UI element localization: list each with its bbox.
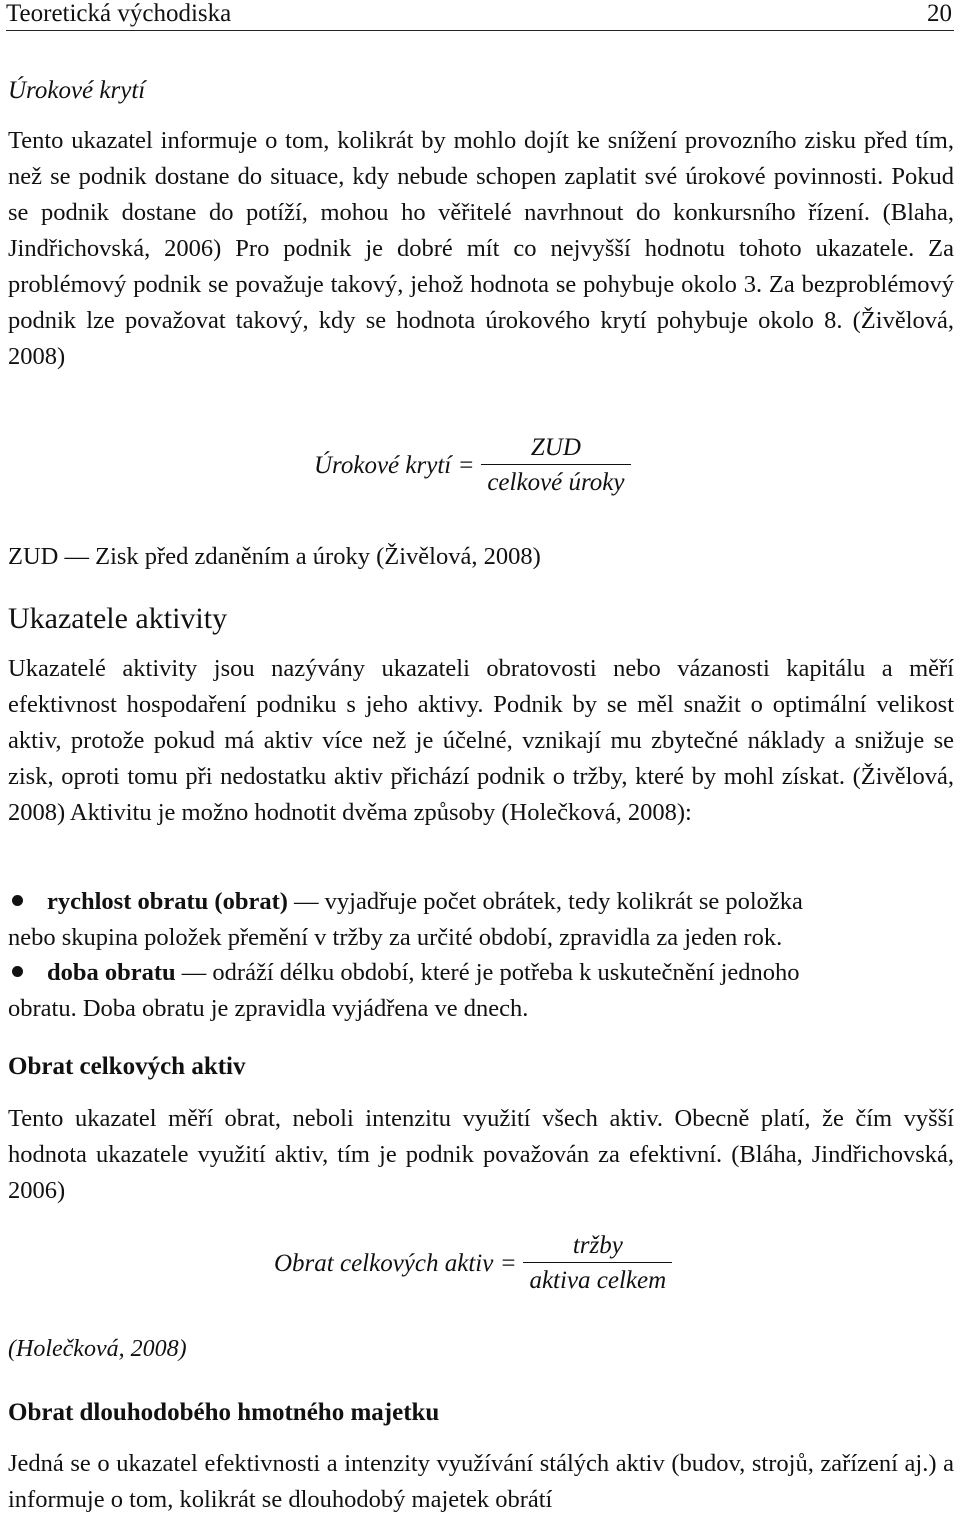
interest-coverage-paragraph: Tento ukazatel informuje o tom, kolikrát by mohlo dojít ke snížení provozního zisku před tím, než se podnik dostane do situace, kdy nebude schopen zaplatit své úrokové povinnosti. Pokud se podnik dostane do potíží, mohou ho věřitelé navrhnout do konkursního řízení. (Blaha, Jindřichovská, 2006) Pro podnik je dobré mít co nejvyšší hodnotu tohoto ukazatele. Za problémový podnik se považuje takový, jehož hodnota se pohybuje okolo 3. Za bezproblémový podnik lze považovat takový, kdy se hodnota úrokového krytí pohybuje okolo 8. (Živělová, 2008) (8, 127, 954, 370)
page-number: 20 (927, 0, 952, 27)
formula-lhs: Obrat celkových aktiv (274, 1249, 494, 1277)
section-heading-total-assets: Obrat celkových aktiv (8, 1053, 246, 1080)
formula-numerator: tržby (572, 1232, 623, 1259)
fixed-assets-paragraph: Jedná se o ukazatel efektivnosti a intenzity využívání stálých aktiv (budov, strojů, zařízení aj.) a informuje o tom, kolikrát se dlouhodobý majetek obrátí (8, 1450, 954, 1513)
list-item (8, 955, 954, 991)
bullet-continuation: nebo skupina položek přemění v tržby za určité období, zpravidla za jeden rok. (8, 924, 783, 951)
formula-citation: (Holečková, 2008) (8, 1336, 187, 1362)
bullet-text: — vyjadřuje počet obrátek, tedy kolikrát se položka (287, 888, 803, 915)
interest-coverage-formula (314, 434, 631, 497)
total-assets-paragraph: Tento ukazatel měří obrat, neboli intenzitu využití všech aktiv. Obecně platí, že čím vyšší hodnota ukazatele využití aktiv, tím je podnik považován za efektivní. (Bláha, Jindřichovská, 2006) (8, 1105, 954, 1204)
total-assets-formula (274, 1232, 672, 1295)
bullet-term: doba obratu (47, 959, 176, 986)
bullet-icon (12, 966, 23, 977)
formula-equals: = (459, 451, 474, 479)
section-heading-activity: Ukazatele aktivity (8, 602, 228, 635)
bullet-term: rychlost obratu (obrat) (47, 888, 288, 915)
running-header (6, 0, 954, 31)
section-heading-fixed-assets: Obrat dlouhodobého hmotného majetku (8, 1399, 440, 1426)
formula-equals: = (501, 1249, 516, 1277)
formula-lhs: Úrokové krytí (314, 451, 452, 479)
bullet-text: — odráží délku období, které je potřeba k uskutečnění jednoho (175, 959, 800, 986)
formula-numerator: ZUD (530, 434, 581, 461)
formula-fraction (523, 1232, 672, 1295)
formula-fraction (481, 434, 630, 497)
bullet-icon (12, 895, 23, 906)
bullet-continuation: obratu. Doba obratu je zpravidla vyjádřena ve dnech. (8, 995, 529, 1022)
formula-denominator: aktiva celkem (529, 1267, 667, 1294)
formula-denominator: celkové úroky (487, 469, 625, 496)
chapter-title: Teoretická východiska (6, 0, 232, 27)
section-heading-interest-coverage: Úrokové krytí (8, 77, 146, 104)
zud-legend: ZUD — Zisk před zdaněním a úroky (Živělová, 2008) (8, 543, 541, 570)
list-item (8, 884, 954, 920)
activity-paragraph: Ukazatelé aktivity jsou nazývány ukazateli obratovosti nebo vázanosti kapitálu a měří efektivnost hospodaření podniku s jeho aktivy. Podnik by se měl snažit o optimální velikost aktiv, protože pokud má aktiv více než je účelné, vznikají mu zbytečné náklady a snižuje se zisk, oproti tomu při nedostatku aktiv přichází podnik o tržby, které by mohl získat. (Živělová, 2008) Aktivitu je možno hodnotit dvěma způsoby (Holečková, 2008): (8, 655, 954, 826)
